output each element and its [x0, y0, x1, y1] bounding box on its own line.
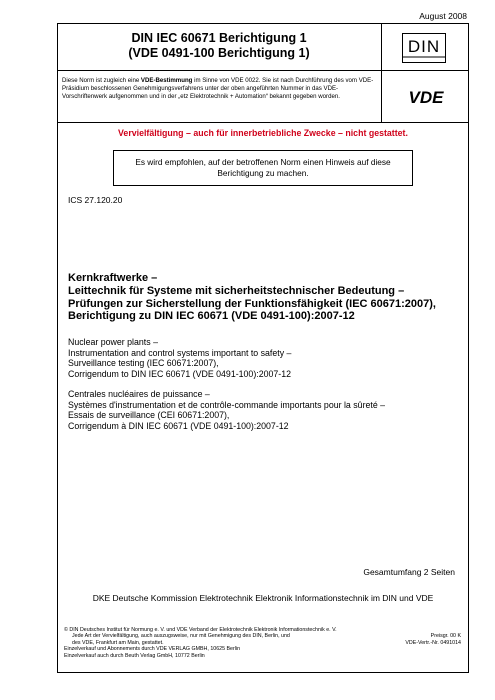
french-title-line: Essais de surveillance (CEI 60671:2007), — [68, 410, 230, 421]
english-title-line: Instrumentation and control systems important to safety – — [68, 347, 292, 358]
footer-line: Jede Art der Vervielfältigung, auch auszugsweise, nur mit Genehmigung des DIN, Berlin, und — [72, 633, 290, 640]
english-title-line: Nuclear power plants – — [68, 337, 158, 347]
standard-title: DIN IEC 60671 Berichtigung 1 — [131, 31, 307, 45]
svg-text:VDE: VDE — [408, 88, 444, 107]
header-divider — [381, 23, 382, 123]
svg-text:DIN: DIN — [407, 37, 441, 56]
footer-copyright — [64, 627, 404, 659]
english-title-line: Surveillance testing (IEC 60671:2007), — [68, 358, 219, 369]
price-group: Preisgr. 00 K — [430, 633, 461, 640]
din-logo — [402, 33, 446, 63]
german-title-line: Leittechnik für Systeme mit sicherheitstechnischer Bedeutung – — [68, 284, 405, 297]
vde-notice: Diese Norm ist zugleich eine VDE-Bestimmung im Sinne von VDE 0022. Sie ist nach Durchführung des vom VDE-Präsidium beschlossenen Genehmigungsverfahrens unter der oben angeführten Nummer in das VDE-Vorschriftenwerk aufgenommen und in der „etz Elektrotechnik + Automation“ bekannt gegeben worden. — [62, 77, 374, 100]
footer-line: Einzelverkauf und Abonnements durch VDE VERLAG GMBH, 10625 Berlin — [64, 646, 241, 653]
standard-subtitle: (VDE 0491-100 Berichtigung 1) — [128, 46, 310, 60]
german-title-line: Kernkraftwerke – — [68, 272, 158, 284]
footer-line: des VDE, Frankfurt am Main, gestattet. — [72, 639, 164, 646]
french-title-line: Centrales nucléaires de puissance – — [68, 389, 210, 399]
total-pages: Gesamtumfang 2 Seiten — [363, 567, 455, 577]
vde-contract-number: VDE-Vertr.-Nr. 0491014 — [405, 639, 461, 646]
ics-code: ICS 27.120.20 — [68, 195, 123, 205]
vde-logo — [398, 87, 454, 107]
german-title-line: Berichtigung zu DIN IEC 60671 (VDE 0491-100):2007-12 — [68, 310, 355, 323]
footer-line: © DIN Deutsches Institut für Normung e. V. und VDE Verband der Elektrotechnik Elektronik Informationstechnik e. V. — [64, 627, 337, 633]
footer-line: Einzelverkauf auch durch Beuth Verlag GmbH, 10772 Berlin — [64, 652, 205, 659]
publication-date: August 2008 — [419, 11, 467, 21]
footer-price-group — [405, 627, 461, 646]
german-title — [68, 272, 463, 323]
dke-line: DKE Deutsche Kommission Elektrotechnik Elektronik Informationstechnik im DIN und VDE — [92, 593, 434, 603]
german-title-line: Prüfungen zur Sicherstellung der Funktionsfähigkeit (IEC 60671:2007), — [68, 297, 436, 310]
french-title-line: Corrigendum à DIN IEC 60671 (VDE 0491-100):2007-12 — [68, 420, 289, 431]
recommendation-box: Es wird empfohlen, auf der betroffenen Norm einen Hinweis auf diese Berichtigung zu machen. — [113, 150, 413, 186]
english-title — [68, 337, 463, 379]
french-title-line: Systèmes d'instrumentation et de contrôle-commande importants pour la sûreté – — [68, 399, 386, 410]
english-title-line: Corrigendum to DIN IEC 60671 (VDE 0491-100):2007-12 — [68, 368, 291, 379]
french-title — [68, 389, 463, 431]
reproduction-notice: Vervielfältigung – auch für innerbetriebliche Zwecke – nicht gestattet. — [118, 128, 408, 138]
